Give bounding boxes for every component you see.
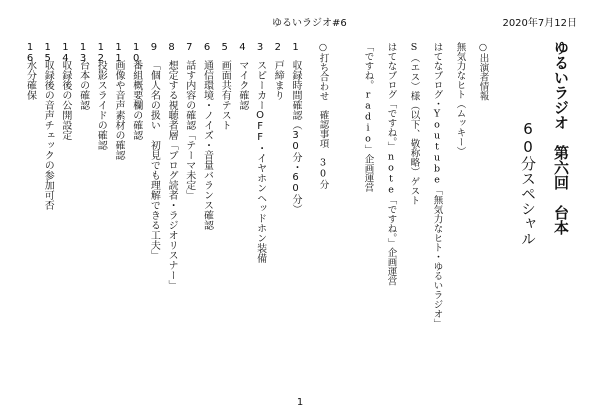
checklist-item-text: マイク確認 (236, 60, 248, 110)
checklist-item-number: 14 (59, 42, 71, 64)
checklist-item-text: スピーカーOFF・イヤホンヘッドホン装備 (254, 60, 266, 263)
checklist-item-text: 投影スライドの確認 (95, 60, 107, 150)
checklist-item-text: 「個人名の扱い 初見でも理解できる工夫」 (148, 60, 160, 260)
checklist-item-number: 11 (113, 42, 124, 64)
script-title: ゆるいラジオ 第六回 台本 (552, 40, 570, 235)
checklist-item-number: 13 (77, 42, 89, 64)
page-number: 1 (296, 397, 304, 408)
checklist-item-number: 15 (42, 42, 54, 64)
checklist-item-number: 7 (183, 42, 195, 53)
checklist-item-text: 収録時間確認（30分・60分） (290, 60, 301, 214)
document-name: ゆるいラジオ#6 (272, 18, 347, 29)
checklist-item-text: 話す内容の確認「テーマ未定」 (183, 60, 195, 200)
checklist-item-text: 水分確保 (24, 60, 36, 100)
script-subtitle: 60分スペシャル (519, 120, 537, 246)
checklist-item-text: 画面共有テスト (219, 60, 231, 130)
checklist-item-text: 台本の確認 (77, 60, 89, 110)
meeting-heading: ○打ち合わせ 確認事項 30分 (317, 42, 329, 189)
checklist-item-text: 番組概要欄の確認 (130, 60, 142, 140)
cast-line: はてなブログ・Youtube「無気力なヒト・ゆるいラジオ」 (431, 42, 443, 328)
checklist-item-number: 3 (254, 42, 266, 53)
checklist-item-number: 5 (219, 42, 231, 53)
checklist-item-number: 16 (24, 42, 36, 64)
cast-line: 「ですね。radio」企画運営 (362, 42, 374, 192)
checklist-item-text: 通信環境・ノイズ・音量バランス確認 (201, 60, 213, 230)
checklist-item-text: 収録後の公開設定 (59, 60, 71, 140)
document-date: 2020年7月12日 (502, 18, 577, 29)
checklist-item-number: 10 (130, 42, 142, 64)
checklist-item-text: 想定する視聴者層「ブログ読者・ラジオリスナー」 (166, 60, 178, 290)
checklist-item-number: 8 (166, 42, 178, 53)
checklist-item-number: 1 (290, 42, 301, 53)
cast-heading: ○出演者情報 (477, 42, 489, 101)
checklist-item-text: 画像や音声素材の確認 (113, 60, 124, 160)
checklist-item-number: 2 (272, 42, 284, 53)
checklist-item-number: 6 (201, 42, 213, 53)
cast-line: S（エス）様（以下、敬称略）ゲスト (408, 42, 420, 205)
cast-line: 無気力なヒト（ムッキー） (454, 42, 466, 156)
checklist-item-number: 9 (148, 42, 160, 53)
checklist-item-text: 戸締まり (272, 60, 284, 100)
checklist-item-number: 4 (236, 42, 248, 53)
checklist-item-text: 収録後の音声チェックの参加可否 (42, 60, 54, 210)
checklist-item-number: 12 (95, 42, 107, 64)
cast-line: はてなブログ「ですね。」note「ですね。」企画運営 (385, 42, 397, 286)
